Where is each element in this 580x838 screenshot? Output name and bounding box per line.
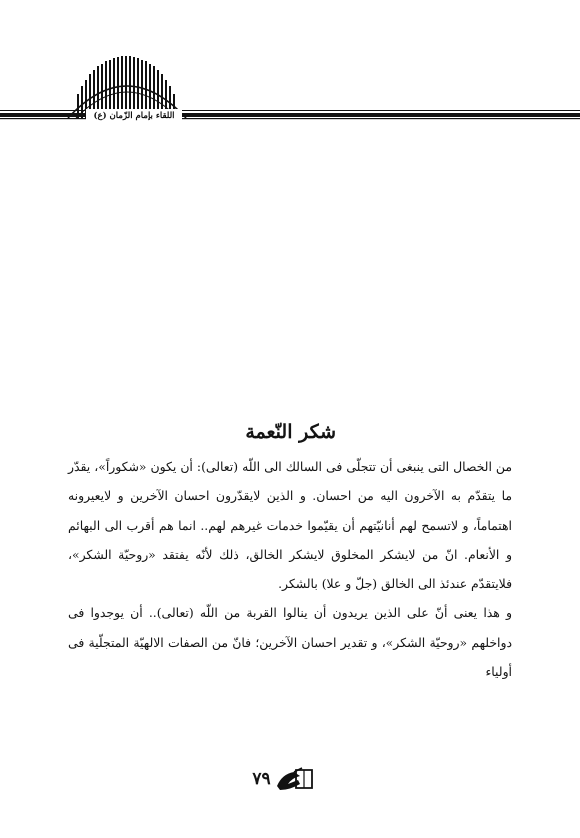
running-title: اللقاء بإمام الزّمان (ع) <box>86 109 182 122</box>
body-text <box>68 452 512 686</box>
page-footer <box>246 764 320 794</box>
paragraph: من الخصال التى ينبغى أن تتجلّى فى السالك الى اللّه (تعالى): أن يكون «شكوراً»، يقدّر ما يتقدّم به الآخرون اليه من احسان. و الذين لايقدّرون احسان الآخرين و لايعيرونه اهتماماً، و لاتسمح لهم أنانيّتهم أن يقيّموا خدمات غيرهم لهم.. انما هم أقرب الى البهائم و الأنعام. انّ من لايشكر المخلوق لايشكر الخالق، ذلك لأنّه يفتقد «روحيّة الشكر»، فلايتقدّم عندئذ الى الخالق (جلّ و علا) بالشكر. <box>68 459 512 592</box>
section-heading: شكر النّعمة <box>245 421 336 443</box>
paragraph: و هذا يعنى أنّ على الذين يريدون أن ينالوا القربة من اللّه (تعالى).. أن يوجدوا فى دواخلهم «روحيّة الشكر»، و تقدير احسان الآخرين؛ فانّ من الصفات الالهيّة المتجلّية فى أولياء <box>68 605 512 680</box>
page-number: ٧٩ <box>252 769 271 789</box>
hand-writing-book-icon <box>274 766 314 792</box>
